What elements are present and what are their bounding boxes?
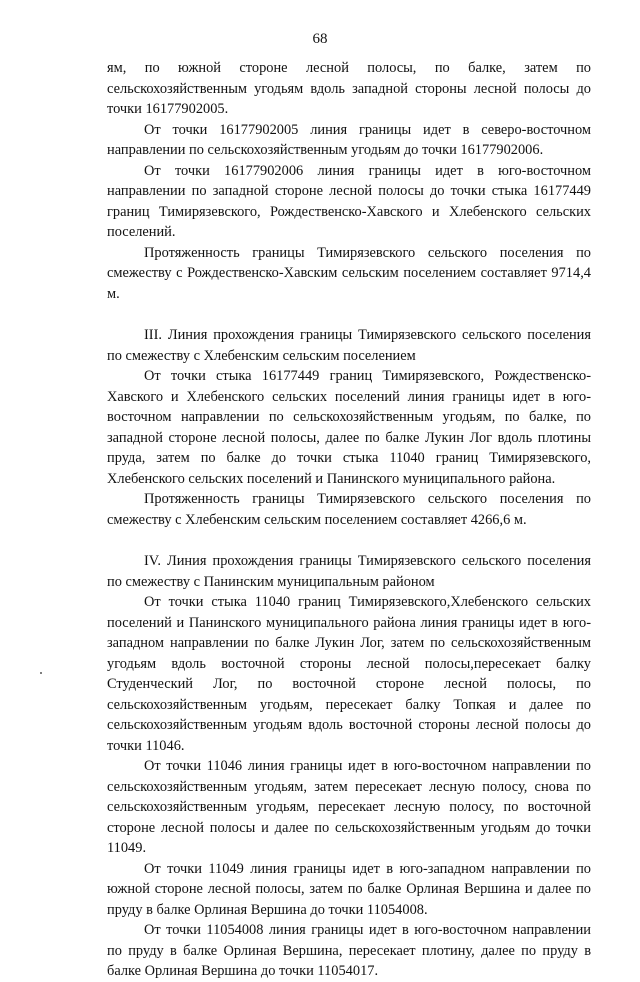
paragraph: От точки 16177902005 линия границы идет в северо-восточном направлении по сельскохозяйственным угодьям до точки 16177902006.	[107, 121, 591, 158]
paragraph: Протяженность границы Тимирязевского сельского поселения по смежеству с Хлебенским сельским поселением составляет 4266,6 м.	[107, 491, 591, 528]
section-spacer	[107, 304, 591, 325]
section-heading-4: IV. Линия прохождения границы Тимирязевского сельского поселения по смежеству с Панинским муниципальным районом	[107, 553, 591, 590]
section-heading-3: III. Линия прохождения границы Тимирязевского сельского поселения по смежеству с Хлебенским сельским поселением	[107, 327, 591, 364]
paragraph: Протяженность границы Тимирязевского сельского поселения по смежеству с Рождественско-Хавским сельским поселением составляет 9714,4 м.	[107, 244, 591, 302]
paragraph: От точки 11046 линия границы идет в юго-восточном направлении по сельскохозяйственным угодьям, затем пересекает лесную полосу, снова по сельскохозяйственным угодьям, пересекает лесную полосу, по восточной стороне лесной полосы и далее по сельскохозяйственным угодьям до точки 11049.	[107, 758, 591, 856]
section-spacer	[107, 530, 591, 551]
paragraph: От точки 11054008 линия границы идет в юго-восточном направлении по пруду в балке Орлиная Вершина, пересекает плотину, далее по пруду в балке Орлиная Вершина до точки 11054017.	[107, 922, 591, 979]
paragraph: ям, по южной стороне лесной полосы, по балке, затем по сельскохозяйственным угодьям вдоль западной стороны лесной полосы до точки 16177902005.	[107, 60, 591, 117]
paragraph: От точки 11049 линия границы идет в юго-западном направлении по южной стороне лесной полосы, затем по балке Орлиная Вершина и далее по пруду в балке Орлиная Вершина до точки 11054008.	[107, 860, 591, 918]
paragraph: От точки 16177902006 линия границы идет в юго-восточном направлении по западной стороне лесной полосы до точки стыка 16177449 границ Тимирязевского, Рождественско-Хавского и Хлебенского сельских поселений.	[107, 162, 591, 240]
paragraph: От точки стыка 11040 границ Тимирязевского,Хлебенского сельских поселений и Панинского муниципального района линия границы идет в юго-западном направлении по балке Лукин Лог, затем по сельскохозяйственным угодьям вдоль восточной стороны лесной полосы,пересекает балку Студенческий Лог, по восточной стороне лесной полосы, по сельскохозяйственным угодьям, пересекает балку Топкая и далее по сельскохозяйственным угодьям вдоль восточной стороны лесной полосы до точки 11046.	[107, 594, 591, 754]
page-number: 68	[312, 31, 328, 47]
document-body	[107, 58, 591, 982]
margin-mark	[40, 672, 42, 674]
paragraph: От точки стыка 16177449 границ Тимирязевского, Рождественско-Хавского и Хлебенского сельских поселений линия границы идет в юго-восточном направлении по сельскохозяйственным угодьям, по балке, по западной стороне лесной полосы, далее по балке Лукин Лог вдоль плотины пруда, затем по балке до точки стыка 11040 границ Тимирязевского, Хлебенского сельских поселений и Панинского муниципального района.	[107, 368, 591, 487]
